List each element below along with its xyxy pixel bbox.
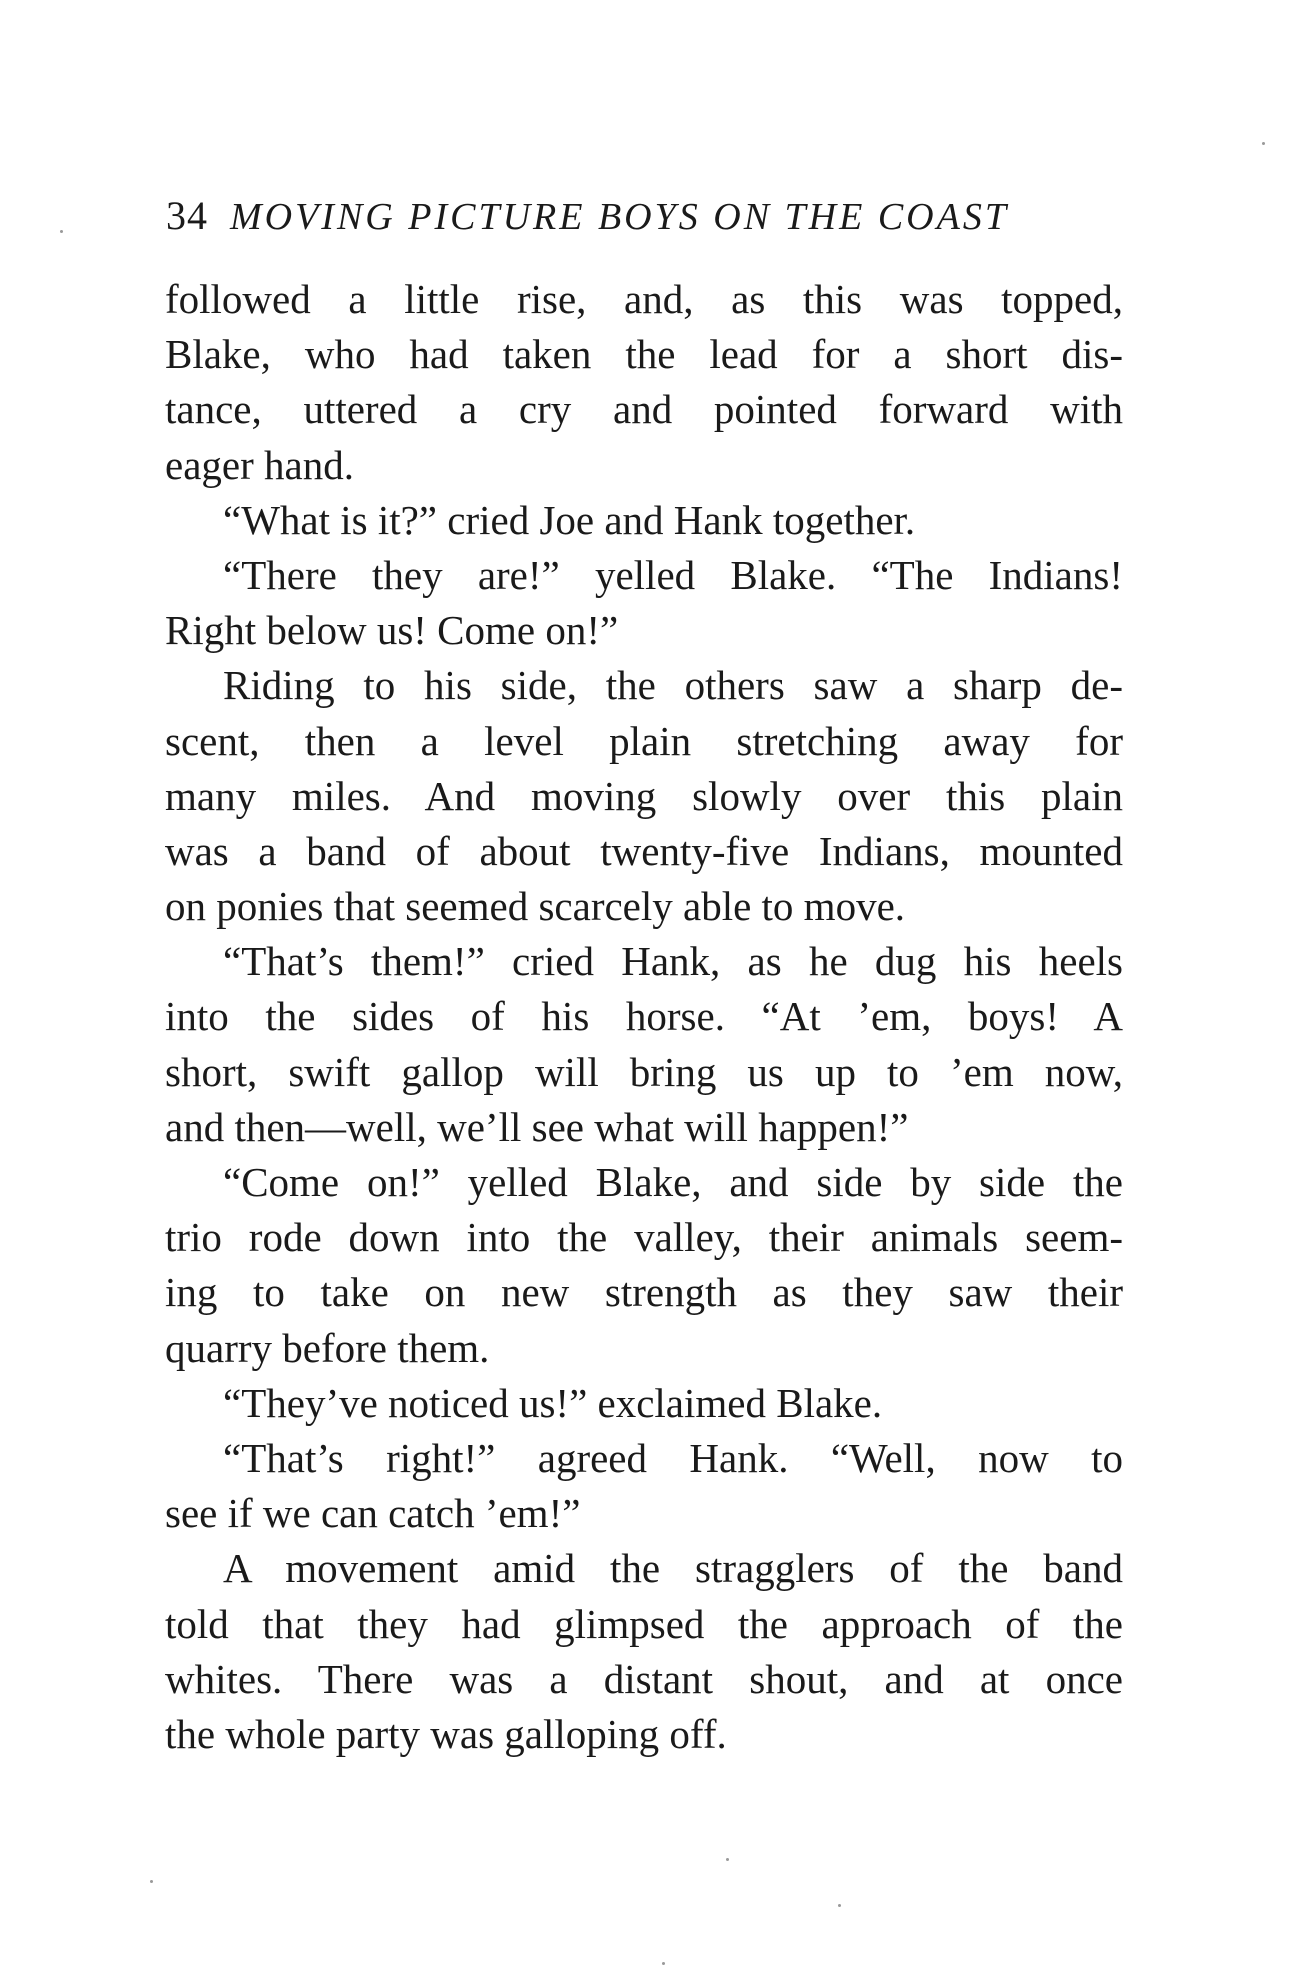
- text-line: whites. There was a distant shout, and at once: [165, 1655, 1123, 1702]
- text-line: Right below us! Come on!”: [165, 607, 619, 654]
- text-line: trio rode down into the valley, their animals seem-: [165, 1214, 1123, 1261]
- paper-speck: [150, 1880, 153, 1883]
- paper-speck: [838, 1904, 841, 1907]
- book-title: MOVING PICTURE BOYS ON THE COAST: [230, 196, 1009, 238]
- body-text: [165, 272, 1123, 1762]
- text-line: scent, then a level plain stretching away for: [165, 717, 1123, 764]
- text-line: tance, uttered a cry and pointed forward with: [165, 386, 1123, 433]
- paper-speck: [662, 1962, 665, 1965]
- text-line: A movement amid the stragglers of the band: [223, 1545, 1123, 1592]
- text-line: see if we can catch ’em!”: [165, 1490, 581, 1537]
- text-line: was a band of about twenty-five Indians, mounted: [165, 827, 1123, 874]
- running-head: [166, 192, 1126, 252]
- text-line: Riding to his side, the others saw a sharp de-: [223, 662, 1123, 709]
- text-line: many miles. And moving slowly over this plain: [165, 772, 1123, 819]
- text-line: “That’s right!” agreed Hank. “Well, now to: [223, 1434, 1123, 1481]
- text-line: told that they had glimpsed the approach of the: [165, 1600, 1123, 1647]
- text-line: short, swift gallop will bring us up to ’em now,: [165, 1048, 1123, 1095]
- paper-speck: [1262, 142, 1265, 145]
- text-line: on ponies that seemed scarcely able to move.: [165, 883, 906, 930]
- text-line: quarry before them.: [165, 1324, 490, 1371]
- text-line: and then—well, we’ll see what will happen!”: [165, 1103, 909, 1150]
- text-line: the whole party was galloping off.: [165, 1710, 727, 1757]
- text-line: “That’s them!” cried Hank, as he dug his heels: [223, 938, 1123, 985]
- paper-speck: [60, 230, 63, 233]
- text-line: followed a little rise, and, as this was topped,: [165, 276, 1123, 322]
- text-line: into the sides of his horse. “At ’em, boys! A: [165, 993, 1123, 1040]
- text-line: eager hand.: [165, 441, 354, 488]
- text-line: Blake, who had taken the lead for a short dis-: [165, 331, 1123, 378]
- page-number: 34: [166, 193, 208, 238]
- text-line: “Come on!” yelled Blake, and side by side the: [223, 1159, 1123, 1205]
- text-line: ing to take on new strength as they saw their: [165, 1269, 1123, 1316]
- text-line: “They’ve noticed us!” exclaimed Blake.: [223, 1379, 883, 1426]
- text-line: “There they are!” yelled Blake. “The Indians!: [223, 551, 1123, 598]
- text-line: “What is it?” cried Joe and Hank together.: [223, 496, 916, 543]
- paper-speck: [726, 1858, 729, 1861]
